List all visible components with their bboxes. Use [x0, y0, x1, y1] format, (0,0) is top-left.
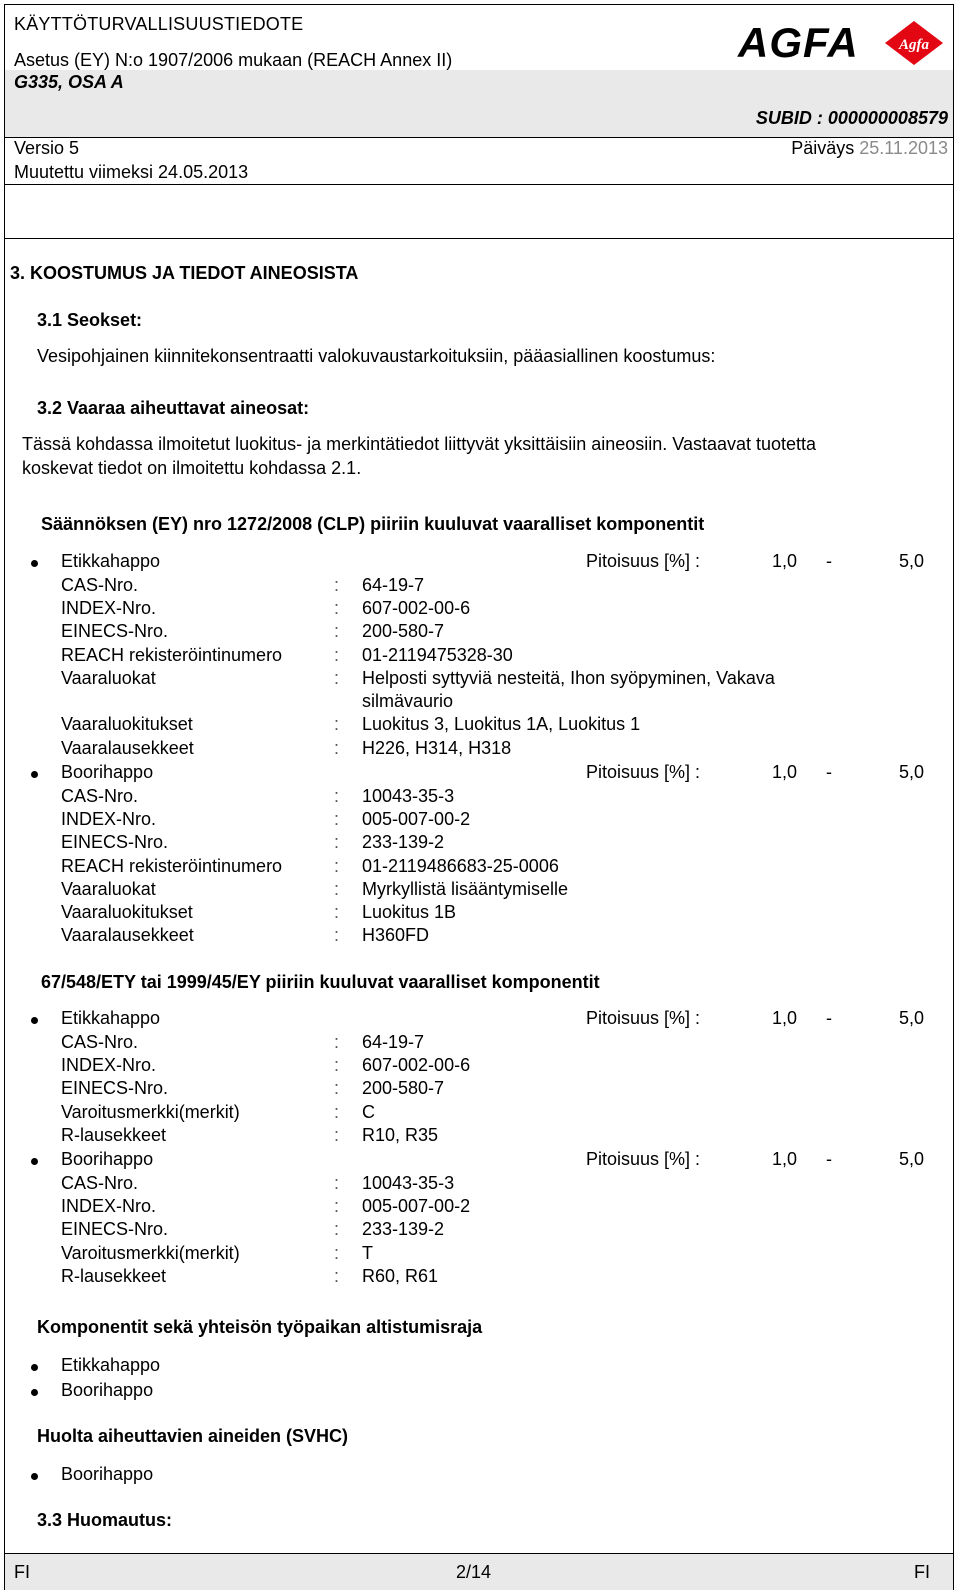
concentration-label: Pitoisuus [%] :	[586, 1149, 701, 1169]
row-colon: :	[334, 879, 340, 899]
row-value: 005-007-00-2	[362, 1196, 471, 1216]
logo-badge-text: Agfa	[899, 37, 929, 53]
row-label: Vaaralausekkeet	[61, 738, 194, 758]
row-colon: :	[334, 645, 340, 665]
footer-lang-left: FI	[14, 1562, 30, 1582]
concentration-label: Pitoisuus [%] :	[586, 1008, 701, 1028]
date-label: Päiväys	[791, 138, 855, 158]
row-colon: :	[334, 809, 340, 829]
concentration-max: 5,0	[899, 1149, 925, 1169]
row-colon: :	[334, 832, 340, 852]
row-label: EINECS-Nro.	[61, 1219, 169, 1239]
row-label: Vaaraluokat	[61, 668, 156, 688]
dsd-component-name: Etikkahappo	[61, 1008, 161, 1028]
bullet-icon	[31, 771, 38, 778]
row-colon: :	[334, 1055, 340, 1075]
s32-title: 3.2 Vaaraa aiheuttavat aineosat:	[37, 398, 310, 418]
row-label: Vaaralausekkeet	[61, 925, 194, 945]
row-colon: :	[334, 786, 340, 806]
concentration-label: Pitoisuus [%] :	[586, 762, 701, 782]
exposure-item: Etikkahappo	[61, 1355, 161, 1375]
version: Versio 5	[14, 138, 80, 158]
page-number: 2/14	[456, 1562, 492, 1582]
row-value: 233-139-2	[362, 1219, 445, 1239]
concentration-min: 1,0	[772, 762, 798, 782]
row-value: Helposti syttyviä nesteitä, Ihon syöpyminen, Vakava	[362, 668, 775, 688]
s32-text-2: koskevat tiedot on ilmoitettu kohdassa 2.1.	[22, 458, 362, 478]
regulation-line: Asetus (EY) N:o 1907/2006 mukaan (REACH Annex II)	[14, 50, 453, 70]
dsd-heading: 67/548/ETY tai 1999/45/EY piiriin kuuluvat vaaralliset komponentit	[41, 972, 600, 992]
row-value: 200-580-7	[362, 1078, 445, 1098]
row-label: INDEX-Nro.	[61, 1055, 157, 1075]
clp-component-name: Boorihappo	[61, 762, 154, 782]
row-colon: :	[334, 575, 340, 595]
row-label: INDEX-Nro.	[61, 809, 157, 829]
row-colon: :	[334, 668, 340, 688]
row-label: Vaaraluokitukset	[61, 902, 193, 922]
concentration-min: 1,0	[772, 1008, 798, 1028]
row-colon: :	[334, 1125, 340, 1145]
bullet-icon	[31, 1364, 38, 1371]
svhc-heading: Huolta aiheuttavien aineiden (SVHC)	[37, 1426, 349, 1446]
row-colon: :	[334, 738, 340, 758]
row-label: EINECS-Nro.	[61, 1078, 169, 1098]
concentration-min: 1,0	[772, 551, 798, 571]
row-colon: :	[334, 1173, 340, 1193]
concentration-dash: -	[826, 762, 832, 782]
page-frame	[4, 4, 954, 1590]
bullet-icon	[31, 1017, 38, 1024]
row-label: Vaaraluokat	[61, 879, 156, 899]
row-label: EINECS-Nro.	[61, 832, 169, 852]
row-label: INDEX-Nro.	[61, 1196, 157, 1216]
row-colon: :	[334, 1078, 340, 1098]
dsd-component-name: Boorihappo	[61, 1149, 154, 1169]
row-label: CAS-Nro.	[61, 786, 139, 806]
logo-wordmark: AGFA	[738, 19, 859, 66]
bullet-icon	[31, 1158, 38, 1165]
row-value: Luokitus 1B	[362, 902, 457, 922]
bullet-icon	[31, 1389, 38, 1396]
row-colon: :	[334, 1102, 340, 1122]
row-label: Vaaraluokitukset	[61, 714, 193, 734]
row-colon: :	[334, 856, 340, 876]
row-label: EINECS-Nro.	[61, 621, 169, 641]
row-label: CAS-Nro.	[61, 575, 139, 595]
row-value: 64-19-7	[362, 575, 425, 595]
row-value: 10043-35-3	[362, 786, 455, 806]
section-title: 3. KOOSTUMUS JA TIEDOT AINEOSISTA	[10, 263, 359, 283]
row-colon: :	[334, 621, 340, 641]
row-label: INDEX-Nro.	[61, 598, 157, 618]
row-value: 01-2119475328-30	[362, 645, 513, 665]
s31-title: 3.1 Seokset:	[37, 310, 143, 330]
row-value: T	[362, 1243, 373, 1263]
row-label: Varoitusmerkki(merkit)	[61, 1102, 240, 1122]
row-label: CAS-Nro.	[61, 1032, 139, 1052]
row-colon: :	[334, 1266, 340, 1286]
row-value: C	[362, 1102, 375, 1122]
row-value: 005-007-00-2	[362, 809, 471, 829]
concentration-dash: -	[826, 551, 832, 571]
product-name: G335, OSA A	[14, 72, 124, 92]
concentration-max: 5,0	[899, 762, 925, 782]
row-label: REACH rekisteröintinumero	[61, 645, 283, 665]
last-modified: Muutettu viimeksi 24.05.2013	[14, 162, 249, 182]
exposure-item: Boorihappo	[61, 1380, 154, 1400]
issue-date	[791, 138, 948, 159]
clp-heading: Säännöksen (EY) nro 1272/2008 (CLP) piiriin kuuluvat vaaralliset komponentit	[41, 514, 705, 534]
agfa-logo	[738, 18, 950, 68]
concentration-max: 5,0	[899, 551, 925, 571]
row-value: H226, H314, H318	[362, 738, 512, 758]
row-value: 607-002-00-6	[362, 1055, 471, 1075]
row-value: 01-2119486683-25-0006	[362, 856, 559, 876]
concentration-dash: -	[826, 1008, 832, 1028]
row-colon: :	[334, 598, 340, 618]
row-value: 200-580-7	[362, 621, 445, 641]
row-label: R-lausekkeet	[61, 1266, 167, 1286]
subid: SUBID : 000000008579	[755, 108, 948, 128]
concentration-max: 5,0	[899, 1008, 925, 1028]
row-value: Luokitus 3, Luokitus 1A, Luokitus 1	[362, 714, 641, 734]
section-top-line	[5, 238, 953, 239]
row-value: R60, R61	[362, 1266, 439, 1286]
row-value: 10043-35-3	[362, 1173, 455, 1193]
row-label: CAS-Nro.	[61, 1173, 139, 1193]
concentration-label: Pitoisuus [%] :	[586, 551, 701, 571]
date-value: 25.11.2013	[859, 138, 948, 158]
row-value: 233-139-2	[362, 832, 445, 852]
row-value: Myrkyllistä lisääntymiselle	[362, 879, 569, 899]
concentration-dash: -	[826, 1149, 832, 1169]
row-colon: :	[334, 714, 340, 734]
row-colon: :	[334, 902, 340, 922]
s32-text-1: Tässä kohdassa ilmoitetut luokitus- ja merkintätiedot liittyvät yksittäisiin aineosiin. Vastaavat tuotetta	[22, 434, 817, 454]
row-label: Varoitusmerkki(merkit)	[61, 1243, 240, 1263]
bullet-icon	[31, 560, 38, 567]
clp-component-name: Etikkahappo	[61, 551, 161, 571]
s31-text: Vesipohjainen kiinnitekonsentraatti valokuvaustarkoituksiin, pääasiallinen koostumus:	[37, 346, 716, 366]
row-value: 607-002-00-6	[362, 598, 471, 618]
bullet-icon	[31, 1473, 38, 1480]
agfa-diamond-icon	[884, 20, 944, 66]
row-value: H360FD	[362, 925, 430, 945]
row-value: R10, R35	[362, 1125, 439, 1145]
footer-lang-right: FI	[914, 1562, 930, 1582]
svhc-item: Boorihappo	[61, 1464, 154, 1484]
row-label: REACH rekisteröintinumero	[61, 856, 283, 876]
row-colon: :	[334, 925, 340, 945]
row-colon: :	[334, 1243, 340, 1263]
note-heading: 3.3 Huomautus:	[37, 1510, 173, 1530]
row-value: 64-19-7	[362, 1032, 425, 1052]
row-colon: :	[334, 1032, 340, 1052]
row-colon: :	[334, 1196, 340, 1216]
concentration-min: 1,0	[772, 1149, 798, 1169]
row-label: R-lausekkeet	[61, 1125, 167, 1145]
document-title: KÄYTTÖTURVALLISUUSTIEDOTE	[14, 14, 304, 34]
row-value-cont: silmävaurio	[362, 691, 454, 711]
exposure-heading: Komponentit sekä yhteisön työpaikan altistumisraja	[37, 1317, 483, 1337]
header-bottom-line	[5, 184, 953, 185]
row-colon: :	[334, 1219, 340, 1239]
